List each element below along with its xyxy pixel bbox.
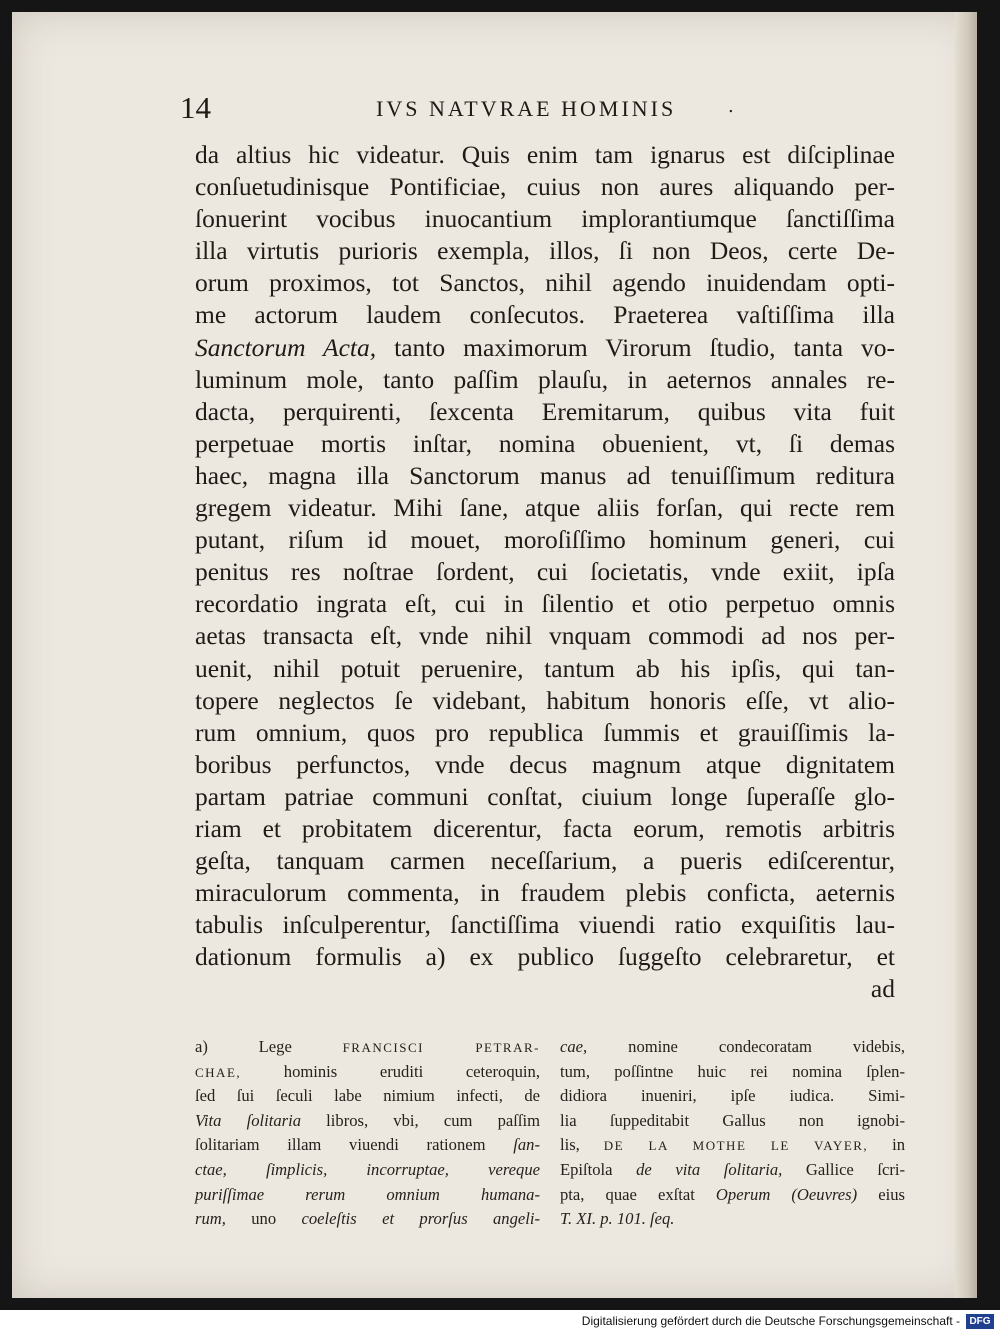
text-line: aetas transacta eſt, vnde nihil vnquam commodi ad nos per-: [195, 621, 895, 651]
footnote-line: Vita ſolitaria libros, vbi, cum paſſim: [195, 1110, 540, 1130]
footnote-line: didiora inueniri, ipſe iudica. Simi-: [560, 1086, 905, 1106]
footnote-column-right: [560, 1035, 905, 1232]
running-head: [180, 92, 740, 124]
footnote-line: pta, quae exſtat Operum (Oeuvres) eius: [560, 1184, 905, 1204]
footnote-line: Epiſtola de vita ſolitaria, Gallice ſcri-: [560, 1159, 905, 1179]
text-line: partam patriae communi conſtat, ciuium longe ſuperaſſe glo-: [195, 781, 895, 811]
digitization-note: Digitalisierung gefördert durch die Deutsche Forschungsgemeinschaft -: [581, 1314, 960, 1328]
catchword: ad: [870, 974, 895, 1004]
main-text: [195, 139, 895, 1006]
text-line: illa virtutis purioris exempla, illos, ſi non Deos, certe De-: [195, 236, 895, 266]
text-line: Sanctorum Acta, tanto maximorum Virorum ſtudio, tanta vo-: [195, 332, 896, 362]
page-edge: [955, 12, 977, 1298]
text-line: recordatio ingrata eſt, cui in ſilentio et otio perpetuo omnis: [195, 589, 895, 619]
text-line: perpetuae mortis inſtar, nomina obuenient, vt, ſi demas: [195, 428, 895, 458]
text-line: ſonuerint vocibus inuocantium implorantiumque ſanctiſſima: [195, 204, 895, 234]
footnote-column-left: [195, 1035, 540, 1232]
text-line: da altius hic videatur. Quis enim tam ignarus est diſciplinae: [195, 140, 895, 169]
footnote-line: lis, DE LA MOTHE LE VAYER, in: [560, 1135, 905, 1155]
head-ornament: .: [728, 96, 734, 117]
text-line: tabulis inſculperentur, ſanctiſſima viuendi ratio exquiſitis lau-: [195, 910, 895, 940]
text-line: riam et probitatem dicerentur, facta eorum, remotis arbitris: [195, 813, 895, 843]
footnote-line: rum, uno coeleſtis et prorſus angeli-: [195, 1209, 540, 1229]
digitization-bar: [0, 1310, 1000, 1334]
text-line: topere neglectos ſe videbant, habitum honoris eſſe, vt alio-: [195, 685, 895, 715]
footnote-line: ctae, ſimplicis, incorruptae, vereque: [195, 1159, 540, 1179]
text-line: putant, riſum id mouet, moroſiſſimo hominum generi, cui: [195, 525, 895, 555]
page-number: 14: [180, 90, 211, 125]
text-line: boribus perfunctos, vnde decus magnum atque dignitatem: [195, 749, 895, 779]
text-line: uenit, nihil potuit peruenire, tantum ab his ipſis, qui tan-: [195, 653, 895, 683]
text-line: rum omnium, quos pro republica ſummis et grauiſſimis la-: [195, 717, 895, 747]
dfg-logo: DFG: [966, 1314, 994, 1329]
text-line: geſta, tanquam carmen neceſſarium, a pueris ediſcerentur,: [195, 846, 895, 876]
text-line: miraculorum commenta, in fraudem plebis conficta, aeternis: [195, 878, 895, 908]
footnote-line: lia ſuppeditabit Gallus non ignobi-: [560, 1110, 905, 1130]
text-line: orum proximos, tot Sanctos, nihil agendo inuidendam opti-: [195, 268, 895, 298]
footnote-line: puriſſimae rerum omnium humana-: [195, 1184, 540, 1204]
text-line: conſuetudinisque Pontificiae, cuius non aures aliquando per-: [195, 172, 895, 202]
footnote-line: T. XI. p. 101. ſeq.: [560, 1209, 675, 1229]
footnote-line: ſolitariam illam viuendi rationem ſan-: [195, 1135, 540, 1155]
text-line: penitus res noſtrae ſordent, cui ſocietatis, vnde exiit, ipſa: [195, 557, 895, 587]
text-line: luminum mole, tanto paſſim plauſu, in aeternos annales re-: [195, 364, 895, 394]
running-title: IVS NATVRAE HOMINIS: [376, 96, 677, 121]
footnote-line: tum, poſſintne huic rei nomina ſplen-: [560, 1061, 905, 1081]
footnotes: [195, 1035, 905, 1229]
text-line: gregem videatur. Mihi ſane, atque aliis forſan, qui recte rem: [195, 493, 895, 523]
footnote-line: cae, nomine condecoratam videbis,: [560, 1037, 905, 1056]
footnote-line: a) Lege FRANCISCI PETRAR-: [195, 1037, 540, 1056]
text-line: dacta, perquirenti, ſexcenta Eremitarum, quibus vita fuit: [195, 396, 895, 426]
footnote-line: CHAE, hominis eruditi ceteroquin,: [195, 1061, 540, 1081]
text-line: haec, magna illa Sanctorum manus ad tenuiſſimum reditura: [195, 460, 895, 490]
text-line: me actorum laudem conſecutos. Praeterea vaſtiſſima illa: [195, 300, 895, 330]
footnote-line: ſed ſui ſeculi labe nimium infecti, de: [195, 1086, 540, 1106]
text-line: dationum formulis a) ex publico ſuggeſto celebraretur, et: [195, 942, 895, 972]
